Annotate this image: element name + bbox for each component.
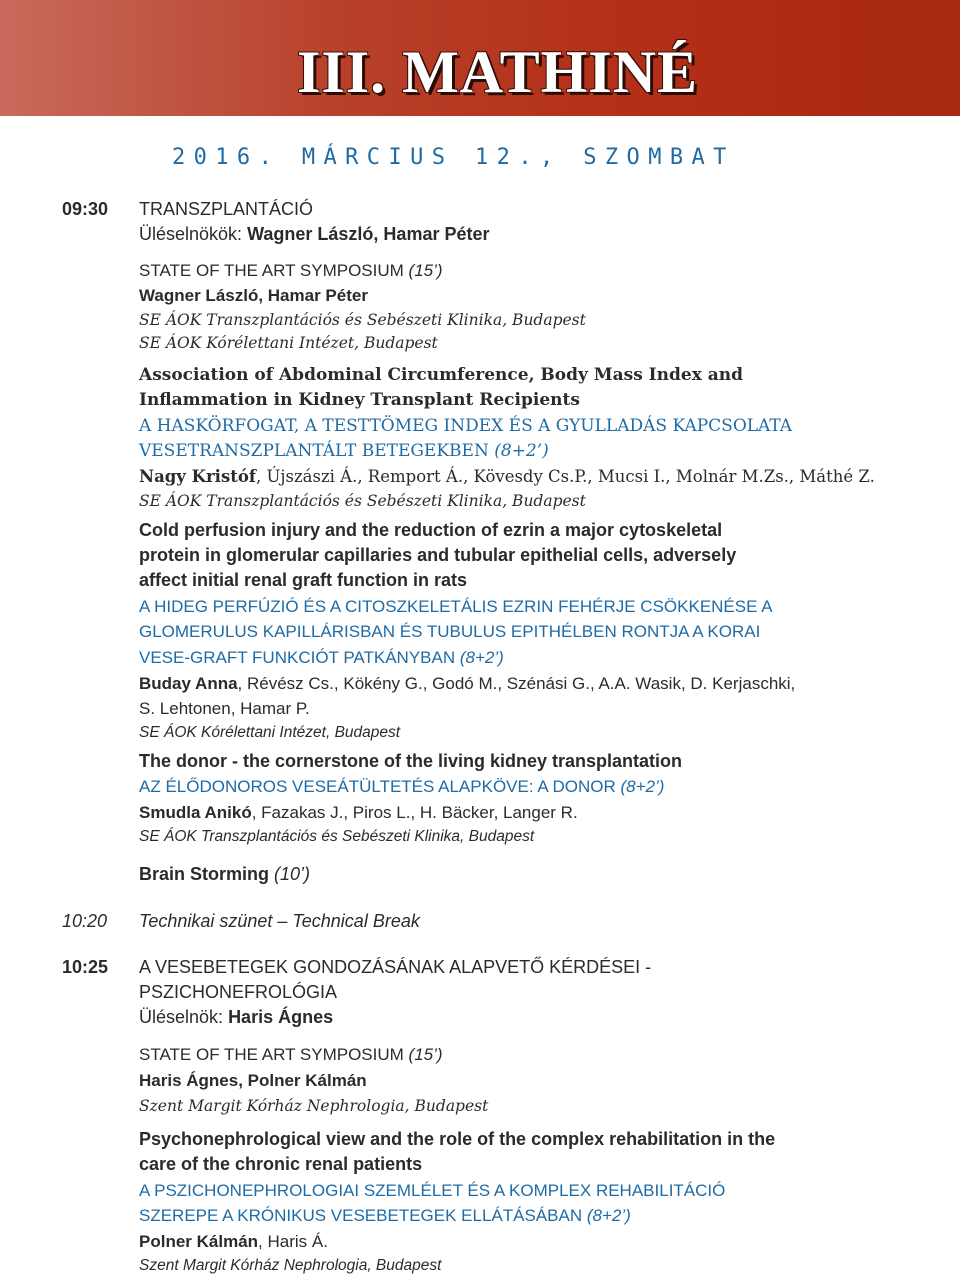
talk-authors-cont: S. Lehtonen, Hamar P. bbox=[139, 699, 310, 718]
session-title: PSZICHONEFROLÓGIA bbox=[139, 982, 338, 1002]
symposium-duration: (15’) bbox=[408, 261, 443, 280]
symposium-speakers: Haris Ágnes, Polner Kálmán bbox=[139, 1071, 367, 1090]
talk-title-hu: GLOMERULUS KAPILLÁRISBAN ÉS TUBULUS EPITHÉLBEN RONTJA A KORAI bbox=[139, 622, 761, 641]
affiliation: SE ÁOK Kórélettani Intézet, Budapest bbox=[139, 334, 438, 352]
talk-duration: (8+2’) bbox=[620, 777, 665, 796]
talk-authors bbox=[139, 674, 795, 694]
session-time: 09:30 bbox=[62, 199, 109, 219]
symposium-heading bbox=[139, 261, 443, 281]
coauthors: , Újszászi Á., Remport Á., Kövesdy Cs.P., Mucsi I., Molnár M.Zs., Máthé Z. bbox=[255, 467, 875, 486]
talk-title-en: protein in glomerular capillaries and tubular epithelial cells, adversely bbox=[139, 545, 737, 565]
talk-title-hu: VESETRANSZPLANTÁLT BETEGEKBEN (8+2’) bbox=[139, 441, 549, 461]
talk-title-hu: SZEREPE A KRÓNIKUS VESEBETEGEK ELLÁTÁSÁBAN (8+2’) bbox=[139, 1206, 631, 1225]
talk-title-hu: A HASKÖRFOGAT, A TESTTÖMEG INDEX ÉS A GYULLADÁS KAPCSOLATA bbox=[139, 416, 793, 436]
session-chairs bbox=[139, 1007, 333, 1028]
session-title: Technikai szünet – Technical Break bbox=[139, 911, 420, 931]
talk-title-hu: AZ ÉLŐDONOROS VESEÁTÜLTETÉS ALAPKÖVE: A DONOR (8+2’) bbox=[139, 777, 665, 796]
chairs-label: Üléselnökök: bbox=[139, 224, 243, 244]
brainstorm: Brain Storming (10’) bbox=[139, 864, 311, 884]
affiliation: Szent Margit Kórház Nephrologia, Budapest bbox=[139, 1257, 442, 1274]
talk-authors bbox=[139, 803, 578, 823]
talk-title-en: Psychonephrological view and the role of the complex rehabilitation in the bbox=[139, 1129, 776, 1149]
coauthors: , Fazakas J., Piros L., H. Bäcker, Langer R. bbox=[251, 803, 578, 822]
presenter: Polner Kálmán bbox=[139, 1232, 259, 1251]
affiliation: SE ÁOK Transzplantációs és Sebészeti Klinika, Budapest bbox=[139, 492, 586, 510]
affiliation: Szent Margit Kórház Nephrologia, Budapest bbox=[139, 1097, 489, 1115]
presenter: Smudla Anikó bbox=[139, 803, 252, 822]
chairs-names: Haris Ágnes bbox=[228, 1007, 334, 1027]
page-title: III. MATHINÉ bbox=[297, 39, 698, 105]
session-title: A VESEBETEGEK GONDOZÁSÁNAK ALAPVETŐ KÉRDÉSEI - bbox=[139, 957, 652, 977]
presenter: Nagy Kristóf bbox=[139, 467, 256, 486]
talk-duration: (8+2’) bbox=[586, 1206, 631, 1225]
symposium-label: STATE OF THE ART SYMPOSIUM bbox=[139, 261, 404, 280]
talk-title-en: care of the chronic renal patients bbox=[139, 1154, 423, 1174]
coauthors: , Révész Cs., Kökény G., Godó M., Szénási G., A.A. Wasik, D. Kerjaschki, bbox=[237, 674, 796, 693]
talk-authors bbox=[139, 1232, 328, 1252]
talk-title-en: The donor - the cornerstone of the living kidney transplantation bbox=[139, 751, 683, 771]
symposium-speakers: Wagner László, Hamar Péter bbox=[139, 286, 368, 305]
talk-title-en: Inflammation in Kidney Transplant Recipients bbox=[139, 390, 580, 410]
presenter: Buday Anna bbox=[139, 674, 238, 693]
talk-duration: (8+2’) bbox=[494, 441, 549, 461]
talk-title-en: affect initial renal graft function in rats bbox=[139, 570, 468, 590]
session-time: 10:20 bbox=[62, 911, 108, 931]
symposium-heading bbox=[139, 1045, 443, 1065]
symposium-label: STATE OF THE ART SYMPOSIUM bbox=[139, 1045, 404, 1064]
chairs-label: Üléselnök: bbox=[139, 1007, 224, 1027]
session-title: TRANSZPLANTÁCIÓ bbox=[139, 199, 314, 219]
affiliation: SE ÁOK Transzplantációs és Sebészeti Klinika, Budapest bbox=[139, 311, 586, 329]
talk-title-hu: A PSZICHONEPHROLOGIAI SZEMLÉLET ÉS A KOMPLEX REHABILITÁCIÓ bbox=[139, 1181, 726, 1200]
affiliation: SE ÁOK Transzplantációs és Sebészeti Klinika, Budapest bbox=[139, 828, 535, 845]
talk-duration: (8+2’) bbox=[459, 648, 504, 667]
coauthors: , Haris Á. bbox=[258, 1232, 328, 1251]
affiliation: SE ÁOK Kórélettani Intézet, Budapest bbox=[139, 724, 401, 741]
talk-title-en: Cold perfusion injury and the reduction of ezrin a major cytoskeletal bbox=[139, 520, 723, 540]
talk-authors bbox=[139, 467, 875, 486]
header-banner bbox=[0, 0, 960, 116]
talk-title-en: Association of Abdominal Circumference, Body Mass Index and bbox=[139, 365, 744, 385]
event-date: 2016. MÁRCIUS 12., SZOMBAT bbox=[172, 145, 735, 170]
symposium-duration: (15’) bbox=[408, 1045, 443, 1064]
talk-title-hu: VESE-GRAFT FUNKCIÓT PATKÁNYBAN (8+2’) bbox=[139, 648, 504, 667]
session-time: 10:25 bbox=[62, 957, 109, 977]
talk-title-hu: A HIDEG PERFÚZIÓ ÉS A CITOSZKELETÁLIS EZRIN FEHÉRJE CSÖKKENÉSE A bbox=[139, 597, 773, 616]
session-chairs bbox=[139, 224, 490, 245]
chairs-names: Wagner László, Hamar Péter bbox=[247, 224, 490, 244]
